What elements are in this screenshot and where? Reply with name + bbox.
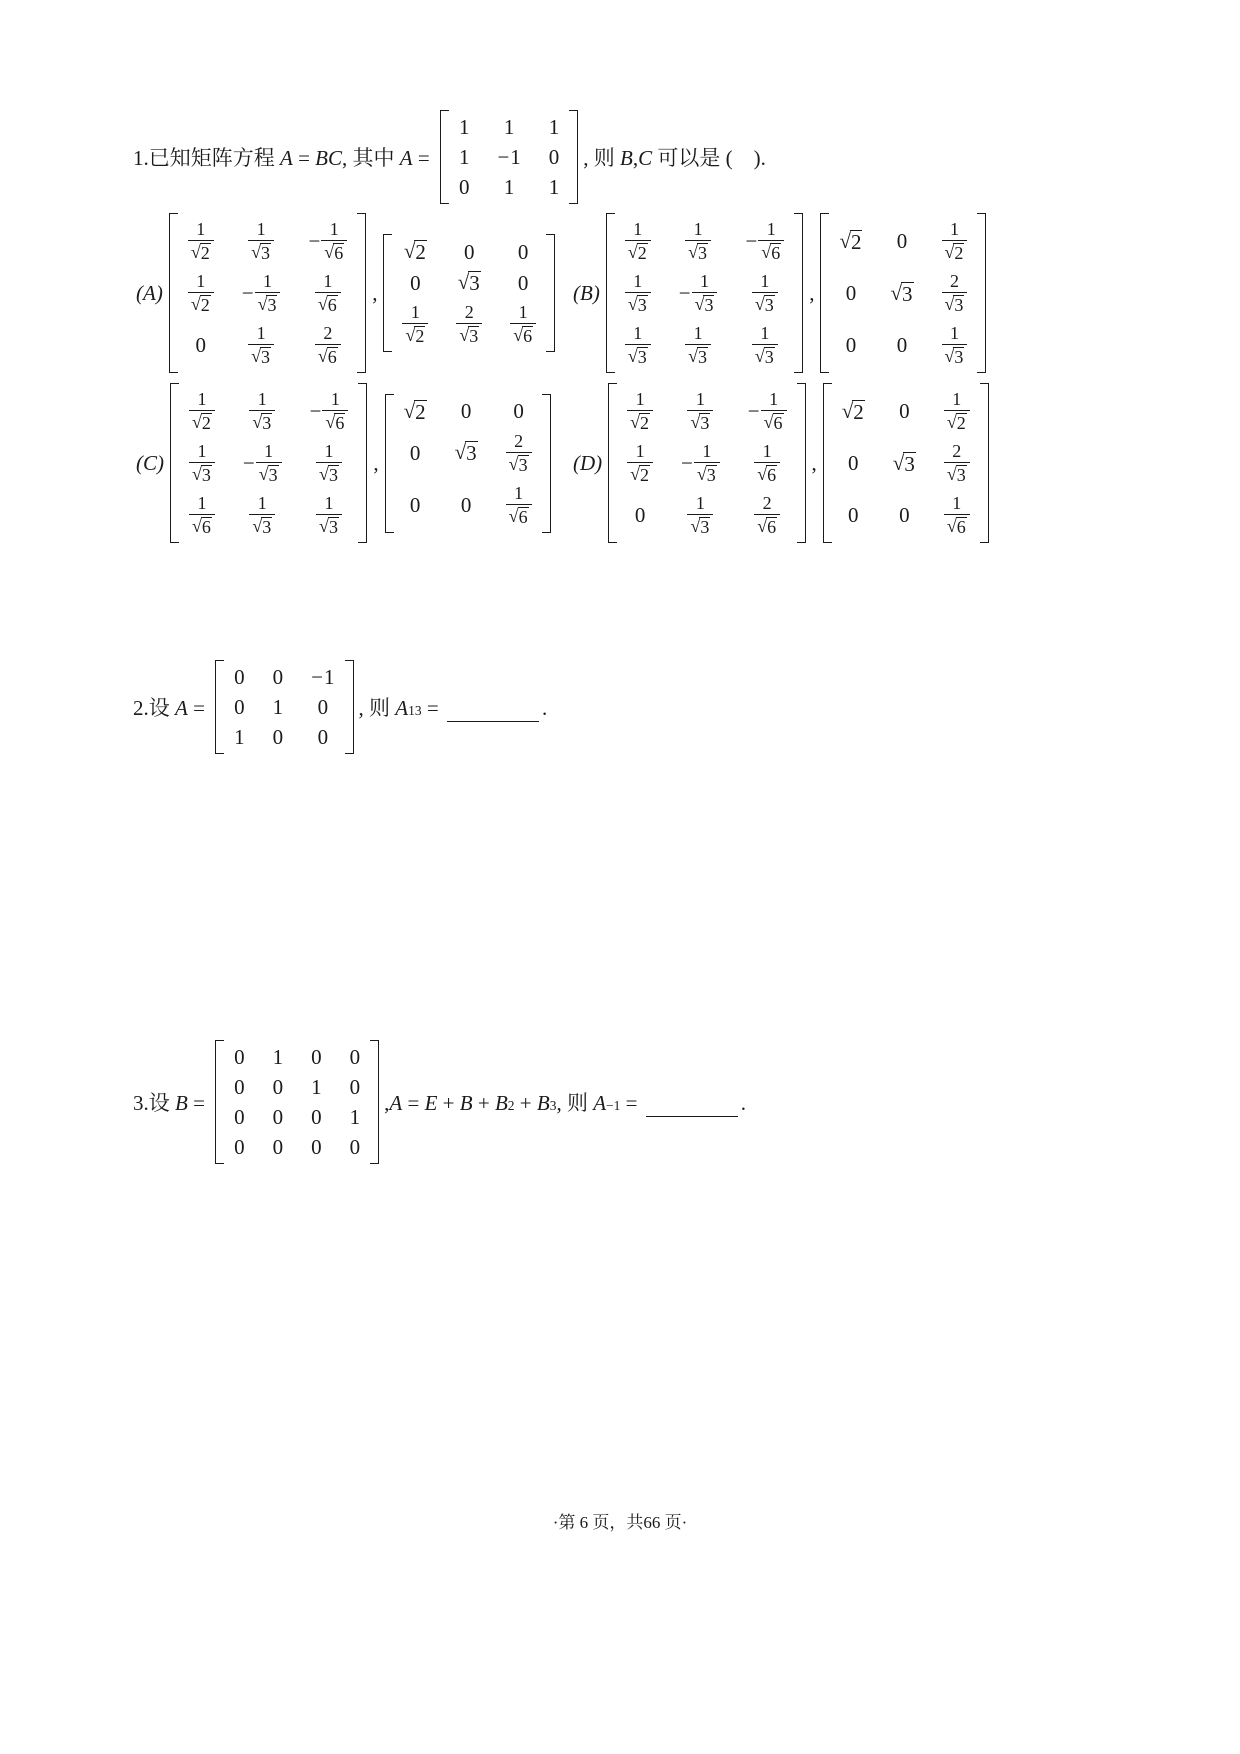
problem-1-text-after: , 则 B , C 可以是 ( ). <box>583 146 766 171</box>
option-D-label: (D) <box>573 450 603 475</box>
option-D <box>573 383 994 543</box>
problem-3 <box>133 1040 746 1164</box>
problem-3-text-before: 3.设 B = <box>133 1091 211 1116</box>
option-B <box>573 213 994 373</box>
option-C-label: (C) <box>136 450 164 475</box>
option-B-matrix-2: √ 2 0 1 √ 2 0 √ 3 2 √ 3 0 0 1 √ 3 <box>815 213 991 373</box>
problem-1-options <box>136 213 994 543</box>
page-footer: ·第 6 页，共66 页· <box>552 1513 688 1532</box>
matrix-separator: , <box>372 280 378 305</box>
problem-1 <box>133 110 766 204</box>
option-A-matrix-2: √ 2 0 0 0 √ 3 0 1 √ 2 2 √ 3 1 √ 6 <box>378 234 560 352</box>
problem-2 <box>133 660 547 754</box>
problem-2-text-before: 2.设 A = <box>133 696 211 721</box>
option-D-matrix-2: √ 2 0 1 √ 2 0 √ 3 2 √ 3 0 0 1 √ 6 <box>818 383 994 543</box>
option-D-matrix-1: 1 √ 2 1 √ 3 − 1 √ 6 1 √ 2 − 1 √ 3 1 √ 6 0 1 √ 3 2 √ 6 <box>603 383 810 543</box>
option-A <box>136 213 573 373</box>
option-A-matrix-1: 1 √ 2 1 √ 3 − 1 √ 6 1 √ 2 − 1 √ 3 1 √ 6 0 1 √ 3 2 √ 6 <box>164 213 371 373</box>
option-B-matrix-1: 1 √ 2 1 √ 3 − 1 √ 6 1 √ 3 − 1 √ 3 1 √ 3 1 √ 3 1 √ 3 1 √ 3 <box>601 213 808 373</box>
matrix-separator: , <box>809 280 815 305</box>
problem-3-text-after: , A = E + B + B 2 + B 3 , 则 A −1 = . <box>384 1091 746 1116</box>
option-C <box>136 383 573 543</box>
problem-2-text-after: , 则 A 13 = . <box>358 696 548 721</box>
option-C-matrix-2: √ 2 0 0 0 √ 3 2 √ 3 0 0 1 √ 6 <box>380 394 556 533</box>
problem-1-text-before: 1.已知矩阵方程 A = BC , 其中 A = <box>133 146 435 171</box>
option-A-label: (A) <box>136 280 163 305</box>
problem-2-matrix-A: 0 0 − 1 0 1 0 1 0 0 <box>210 660 358 754</box>
matrix-separator: , <box>811 450 817 475</box>
problem-3-matrix-B: 0 1 0 0 0 0 1 0 0 0 0 1 0 0 0 0 <box>210 1040 384 1164</box>
option-C-matrix-1: 1 √ 2 1 √ 3 − 1 √ 6 1 √ 3 − 1 √ 3 1 √ 3 1 √ 6 1 √ 3 1 √ 3 <box>165 383 372 543</box>
matrix-separator: , <box>373 450 379 475</box>
option-B-label: (B) <box>573 280 600 305</box>
problem-1-matrix-A: 1 1 1 1 − 1 0 0 1 1 <box>435 110 583 204</box>
